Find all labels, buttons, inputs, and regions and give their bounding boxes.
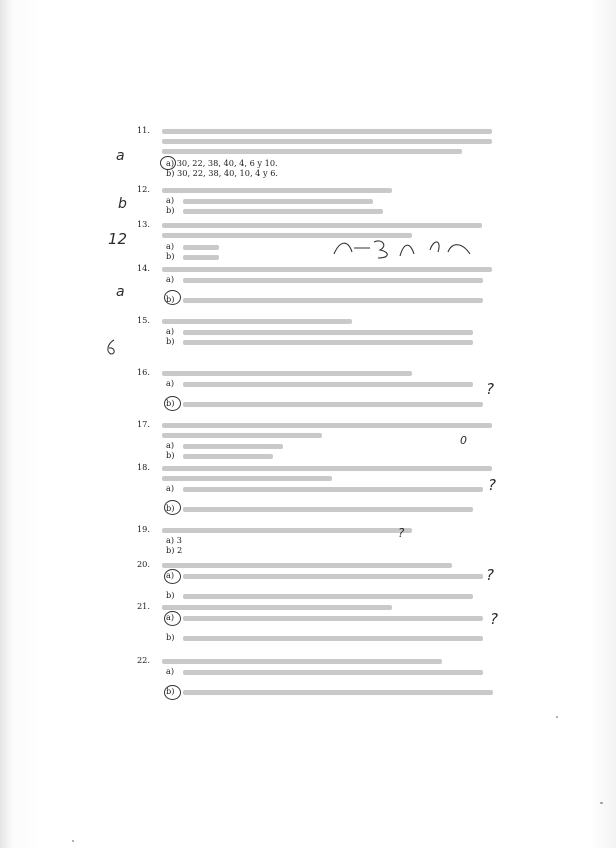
- option-b: [166, 546, 182, 555]
- handwritten-mark-q21: ?: [490, 610, 498, 628]
- option-a: [166, 196, 373, 205]
- question-number: 11.: [136, 125, 150, 135]
- handwritten-answer-q14: a: [116, 284, 125, 300]
- handwritten-answer-q12: b: [118, 196, 127, 212]
- question-number: 22.: [136, 655, 150, 665]
- option-letter: a): [166, 274, 175, 284]
- handwritten-mark-q15: [104, 338, 118, 356]
- question-stem-line: [156, 146, 462, 155]
- question-stem-line: [156, 264, 492, 273]
- handwritten-mark-q19: ?: [398, 526, 405, 540]
- option-letter: a): [166, 483, 175, 493]
- question-stem-line: [156, 463, 492, 472]
- option-letter: a): [166, 241, 175, 251]
- handwritten-mark-q20: ?: [486, 566, 494, 584]
- option-b: [166, 591, 473, 600]
- answer-circle-q21: [164, 611, 181, 626]
- answer-circle-q14: [164, 290, 181, 305]
- option-letter: a): [166, 195, 175, 205]
- option-b: [166, 504, 473, 513]
- option-letter: b): [166, 545, 175, 555]
- option-letter: a): [166, 570, 175, 580]
- option-text: 30, 22, 38, 40, 10, 4 y 6.: [177, 168, 279, 178]
- question-number: 17.: [136, 419, 150, 429]
- handwritten-calculation: [330, 236, 480, 260]
- handwritten-mark-q17: 0: [460, 434, 467, 447]
- option-a: [166, 327, 473, 336]
- question-number: 16.: [136, 367, 150, 377]
- question-number: 15.: [136, 315, 150, 325]
- option-a: [166, 379, 473, 388]
- option-letter: b): [166, 205, 175, 215]
- question-stem-line: [156, 316, 352, 325]
- question-stem-line: [156, 220, 482, 229]
- answer-circle-q20: [164, 569, 181, 584]
- option-letter: a): [166, 326, 175, 336]
- option-letter: a): [166, 612, 175, 622]
- handwritten-mark-q18: ?: [488, 476, 496, 494]
- handwritten-mark-q15-scribble: [104, 338, 118, 356]
- option-letter: a): [166, 158, 175, 168]
- option-b: [166, 451, 273, 460]
- option-b: [166, 633, 483, 642]
- option-text: 3: [176, 535, 182, 545]
- option-letter: b): [166, 632, 175, 642]
- handwritten-mark-q16: ?: [486, 380, 494, 398]
- question-stem-line: [156, 560, 452, 569]
- question-number: 21.: [136, 601, 150, 611]
- handwritten-answer-q11: a: [116, 148, 125, 164]
- option-a: [166, 441, 283, 450]
- option-b: [166, 252, 219, 261]
- scan-speck: [556, 716, 558, 718]
- option-b: [166, 399, 483, 408]
- question-number: 19.: [136, 524, 150, 534]
- scan-speck: [72, 840, 74, 842]
- question-number: 12.: [136, 184, 150, 194]
- scan-speck: [600, 802, 603, 804]
- option-a: [166, 536, 182, 545]
- option-a: [166, 667, 483, 676]
- question-number: 13.: [136, 219, 150, 229]
- option-letter: a): [166, 440, 175, 450]
- option-letter: b): [166, 251, 175, 261]
- question-stem-line: [156, 430, 322, 439]
- option-a: [166, 275, 483, 284]
- answer-circle-q16: [164, 396, 181, 411]
- option-a: [166, 242, 219, 251]
- answer-circle-q18: [164, 500, 181, 515]
- option-text: 2: [177, 545, 183, 555]
- option-text: 30, 22, 38, 40, 4, 6 y 10.: [176, 158, 278, 168]
- handwritten-answer-q13: 12: [108, 230, 128, 248]
- answer-circle-q11: [160, 156, 176, 170]
- question-stem-line: [156, 602, 392, 611]
- question-stem-line: [156, 126, 492, 135]
- question-number: 18.: [136, 462, 150, 472]
- option-letter: a): [166, 666, 175, 676]
- option-b: [166, 687, 493, 696]
- option-b: [166, 206, 383, 215]
- question-number: 14.: [136, 263, 150, 273]
- option-a: [166, 484, 483, 493]
- question-stem-line: [156, 136, 492, 145]
- option-letter: a): [166, 378, 175, 388]
- option-letter: b): [166, 336, 175, 346]
- option-letter: b): [166, 590, 175, 600]
- option-letter: b): [166, 294, 175, 304]
- option-a: [166, 159, 278, 168]
- handwritten-calculation-scribble: [330, 236, 480, 260]
- option-letter: b): [166, 686, 175, 696]
- option-letter: a): [166, 535, 175, 545]
- answer-circle-q22: [164, 685, 181, 700]
- option-letter: b): [166, 168, 175, 178]
- question-number: 20.: [136, 559, 150, 569]
- option-b: [166, 337, 473, 346]
- question-stem-line: [156, 185, 392, 194]
- question-stem-line: [156, 525, 412, 534]
- option-a: [166, 613, 483, 622]
- option-b: [166, 295, 483, 304]
- question-stem-line: [156, 656, 442, 665]
- option-letter: b): [166, 398, 175, 408]
- option-a: [166, 571, 483, 580]
- question-stem-line: [156, 368, 412, 377]
- option-letter: b): [166, 503, 175, 513]
- option-letter: b): [166, 450, 175, 460]
- option-b: [166, 169, 278, 178]
- question-stem-line: [156, 420, 492, 429]
- question-stem-line: [156, 473, 332, 482]
